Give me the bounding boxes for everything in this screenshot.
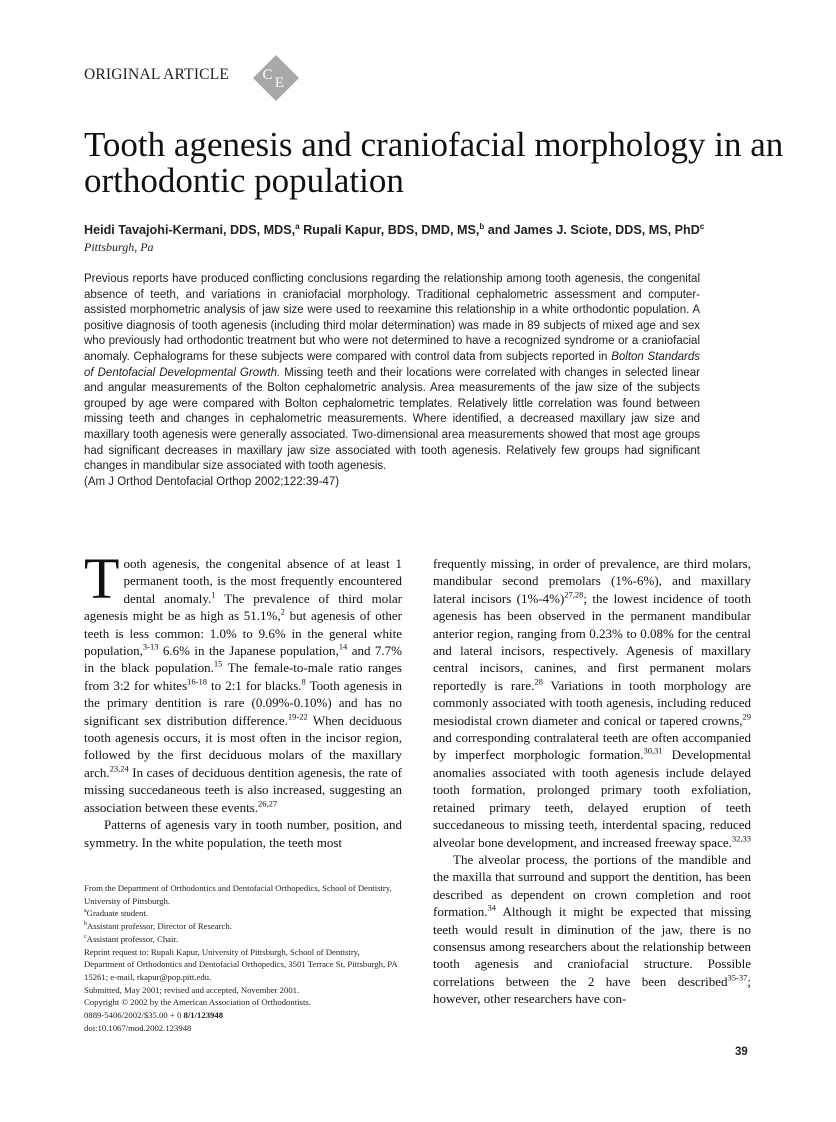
article-title: Tooth agenesis and craniofacial morphology in an orthodontic population	[84, 125, 784, 200]
paragraph	[84, 546, 403, 816]
citation-ref: 26,27	[258, 798, 278, 809]
paragraph	[84, 816, 402, 851]
author-name: Heidi Tavajohi-Kermani, DDS, MDS,	[84, 223, 296, 237]
text-run: but agenesis of other teeth is less common: 1.0% to 9.6% in the general white population,	[84, 608, 402, 659]
text-run: and corresponding contralateral teeth are often accompanied by imperfect morphologic formation.	[433, 730, 751, 763]
citation-ref: 32,33	[731, 833, 751, 844]
footnote-mark: b	[84, 921, 87, 928]
abstract-source-title: Bolton Standards of Dentofacial Developmental Growth.	[84, 350, 700, 379]
text-run: The prevalence of third molar agenesis might be as high as 51.1%,	[84, 590, 402, 624]
text-run: When deciduous tooth agenesis occurs, it is most often in the incisor region, followed by the first deciduous molars of the maxillary arch.	[84, 712, 402, 780]
text-run: Developmental anomalies associated with tooth agenesis include delayed tooth formation, prolonged primary tooth exfoliation, retained primary teeth, delayed eruption of teeth succedaneous to missing teeth, interdental spacing, reduced alveolar bone development, and increased freeway space.	[433, 747, 751, 850]
citation-ref: 29	[742, 711, 751, 722]
text-run: to 2:1 for blacks.	[206, 677, 302, 693]
citation-ref: 8	[301, 676, 306, 687]
footnote-mark: c	[84, 933, 87, 940]
badge-letter-e: E	[274, 75, 285, 91]
citation-ref: 34	[487, 902, 497, 913]
footnote-a: $^a$Graduate student.	[84, 908, 148, 919]
text-run: ooth agenesis, the congenital absence of at least 1 permanent tooth, is the most frequently encountered dental anomaly.	[123, 556, 402, 606]
text-run: and 7.7% in the black population.	[84, 643, 402, 676]
footnote-c: $^c$Assistant professor, Chair.	[84, 933, 179, 944]
citation-ref: 16-18	[187, 676, 207, 687]
author-joiner: and	[487, 223, 511, 237]
footnote-copyright: Copyright © 2002 by the American Association of Orthodontists.	[84, 997, 311, 1008]
abstract-text: Previous reports have produced conflicting conclusions regarding the relationship among tooth agenesis, the congenital absence of teeth, and variations in craniofacial morphology. Traditional cephalometric assessment and computer-assisted morphometric analysis of jaw size were used to reexamine this relationship in a white orthodontic population. A positive diagnosis of tooth agenesis (including third molar determination) was made in 89 subjects of mixed age and sex who previously had orthodontic treatment but who were not determined to have a recognized syndrome or a craniofacial anomaly. Cephalograms for these subjects were compared with control data from subjects reported in	[84, 273, 700, 363]
text-run: ; the lowest incidence of tooth agenesis has been observed in the permanent mandibular anterior region, ranging from 0.23% to 0.08% for the central and lateral incisors, respectively. Agenesis of maxillary central incisors, canines, and first permanent molars reportedly is rare.	[433, 590, 751, 693]
citation-ref: 2	[280, 606, 285, 617]
text-run: Patterns of agenesis vary in tooth number, position, and symmetry. In the white population, the teeth most	[84, 817, 402, 850]
section-label: ORIGINAL ARTICLE	[84, 66, 230, 83]
footnote-mark: a	[84, 908, 87, 915]
footnote-issn: 0889-5406/2002/$35.00 + 0 8/1/123948	[84, 1010, 224, 1021]
body-column-left	[84, 546, 403, 851]
footnote-submitted: Submitted, May 2001; revised and accepted, November 2001.	[84, 984, 300, 995]
citation-ref: 19-22	[287, 711, 308, 722]
paragraph	[433, 851, 751, 1008]
author-name: Rupali Kapur, BDS, DMD, MS,	[303, 223, 480, 237]
author-affiliation-mark: b	[479, 221, 485, 231]
author-location: Pittsburgh, Pa	[84, 240, 154, 254]
citation-ref: 15	[213, 659, 223, 670]
footnote-b: $^b$Assistant professor, Director of Research.	[84, 921, 232, 932]
footnote-affiliation: From the Department of Orthodontics and Dentofacial Orthopedics, School of Dentistry, University of Pittsburgh.	[84, 883, 392, 906]
citation-ref: 1	[211, 589, 216, 600]
abstract-citation: (Am J Orthod Dentofacial Orthop 2002;122:39-47)	[84, 475, 340, 488]
citation-ref: 35-37	[727, 972, 748, 983]
text-run: The alveolar process, the portions of the mandible and the maxilla that surround and support the dentition, has been described as dependent on crown completion and root formation.	[433, 851, 751, 920]
author-line	[84, 223, 764, 237]
text-run: Variations in tooth morphology are commonly associated with tooth agenesis, including reduced mesiodistal crown diameter and conical or tapered crowns,	[433, 677, 752, 728]
author-affiliation-mark: c	[699, 221, 705, 231]
text-run: ; however, other researchers have con-	[433, 973, 751, 1007]
citation-ref: 28	[534, 676, 543, 687]
drop-cap: T	[84, 546, 120, 611]
text-run: In cases of deciduous dentition agenesis, the rate of missing succedaneous teeth is also increased, suggesting an association between these events.	[84, 764, 402, 815]
body-column-right	[433, 555, 751, 1008]
ce-diamond-icon	[252, 54, 300, 102]
citation-ref: 23,24	[109, 763, 129, 774]
abstract	[84, 272, 700, 490]
abstract-text: Missing teeth and their locations were correlated with changes in selected linear and angular measurements of the Bolton cephalometric analysis. Area measurements of the jaw size of the subjects grouped by age were compared with Bolton cephalometric templates. Relatively little correlation was found between missing teeth and changes in cephalometric measurements. Where identified, a decreased maxillary jaw size and maxillary tooth agenesis were generally associated. Two-dimensional area measurements showed that most age groups had significant decreases in maxillary jaw size associated with tooth agenesis. Relatively few groups had significant changes in mandibular size associated with tooth agenesis.	[84, 366, 701, 473]
citation-ref: 3-13	[142, 641, 159, 652]
author-name: James J. Sciote, DDS, MS, PhD	[513, 223, 700, 237]
text-run: 6.6% in the Japanese population,	[158, 643, 339, 659]
badge-letter-c: C	[262, 67, 273, 83]
page-number: 39	[735, 1046, 748, 1058]
citation-ref: 27,28	[564, 589, 584, 600]
text-run: Tooth agenesis in the primary dentition is rare (0.09%-0.10%) and has no significant sex distribution difference.	[84, 677, 403, 728]
text-run: The female-to-male ratio ranges from 3:2 for whites	[84, 660, 402, 693]
paragraph	[433, 555, 751, 851]
footnotes	[84, 882, 402, 1034]
footnote-doi: doi:10.1067/mod.2002.123948	[84, 1022, 192, 1033]
author-affiliation-mark: a	[295, 221, 300, 231]
citation-ref: 30,31	[643, 746, 663, 757]
text-run: Although it might be expected that missing teeth would result in diminution of the jaw, there is no consensus among researchers about the relationship between tooth agenesis and craniofacial structure. Possible correlations between the 2 have been described	[433, 904, 751, 989]
footnote-reprint: Reprint request to: Rupali Kapur, University of Pittsburgh, School of Dentistry, Department of Orthodontics and Dentofacial Orthopedics, 3501 Terrace St, Pittsburgh, PA 15261; e-mail, rkapur@pop.pitt.edu.	[84, 946, 398, 982]
text-run: frequently missing, in order of prevalence, are third molars, mandibular second premolars (1%-6%), and maxillary lateral incisors (1%-4%)	[433, 556, 751, 606]
citation-ref: 14	[338, 641, 348, 652]
